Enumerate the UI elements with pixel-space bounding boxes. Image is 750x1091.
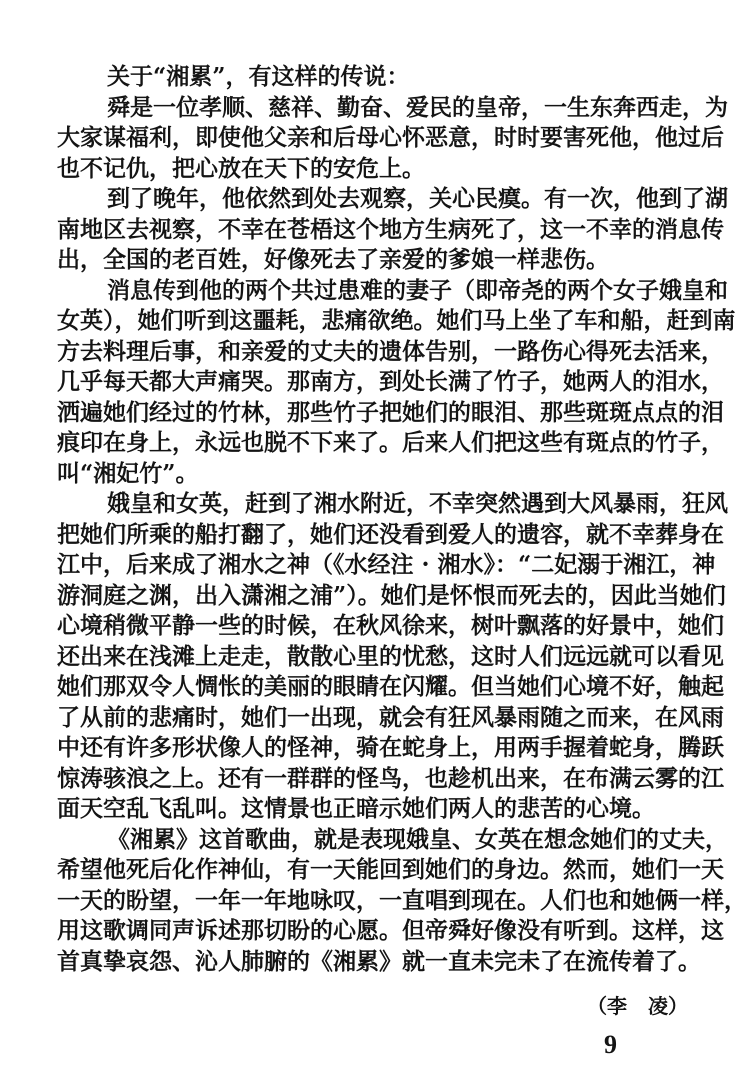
- text-line: 面天空乱飞乱叫。这情景也正暗示她们两人的悲苦的心境。: [57, 795, 655, 822]
- text-line: 把她们所乘的船打翻了，她们还没看到爱人的遗容，就不幸葬身在: [57, 520, 724, 548]
- text-line: 大家谋福利，即使他父亲和后母心怀恶意，时时要害死他，他过后: [57, 124, 724, 151]
- text-line: 一天的盼望，一年一年地咏叹，一直唱到现在。人们也和她俩一样，: [57, 886, 747, 914]
- text-line: 游洞庭之渊，出入潇湘之浦”）。她们是怀恨而死去的，因此当她们: [57, 581, 726, 609]
- text-line: 首真挚哀怨、沁人肺腑的《湘累》就一直未完未了在流传着了。: [57, 947, 701, 975]
- text-line: 洒遍她们经过的竹林，那些竹子把她们的眼泪、那些斑斑点点的泪: [57, 398, 724, 426]
- text-line: 也不记仇，把心放在天下的安危上。: [57, 154, 425, 182]
- text-line: 她们那双令人惆怅的美丽的眼睛在闪耀。但当她们心境不好，触起: [57, 673, 724, 700]
- text-line: 消息传到他的两个共过患难的妻子（即帝尧的两个女子娥皇和: [107, 276, 728, 304]
- text-line: 女英），她们听到这噩耗，悲痛欲绝。她们马上坐了车和船，赶到南: [57, 307, 736, 334]
- text-line: 用这歌调同声诉述那切盼的心愿。但帝舜好像没有听到。这样，这: [57, 917, 724, 944]
- text-line: 到了晚年，他依然到处去观察，关心民瘼。有一次，他到了湖: [107, 185, 728, 212]
- body-text: [57, 62, 747, 977]
- text-line: 出，全国的老百姓，好像死去了亲爱的爹娘一样悲伤。: [57, 246, 609, 273]
- text-line: 惊涛骇浪之上。还有一群群的怪鸟，也趁机出来，在布满云雾的江: [57, 764, 724, 792]
- text-line: 希望他死后化作神仙，有一天能回到她们的身边。然而，她们一天: [57, 856, 724, 883]
- text-line: 关于“湘累”，有这样的传说：: [107, 63, 410, 90]
- text-line: 痕印在身上，永远也脱不下来了。后来人们把这些有斑点的竹子，: [57, 429, 724, 456]
- text-line: 几乎每天都大声痛哭。那南方，到处长满了竹子，她两人的泪水，: [57, 368, 724, 395]
- text-line: 江中，后来成了湘水之神（《水经注 · 湘水》：“二妃溺于湘江，神: [57, 551, 716, 578]
- text-line: 中还有许多形状像人的怪神，骑在蛇身上，用两手握着蛇身，腾跃: [57, 734, 724, 761]
- text-line: 《湘累》这首歌曲，就是表现娥皇、女英在想念她们的丈夫，: [107, 825, 728, 853]
- text-line: 舜是一位孝顺、慈祥、勤奋、爱民的皇帝，一生东奔西走，为: [107, 93, 728, 121]
- author-signature: （李 凌）: [587, 994, 688, 1018]
- text-line: 方去料理后事，和亲爱的丈夫的遗体告别，一路伤心得死去活来，: [57, 337, 724, 365]
- text-line: 娥皇和女英，赶到了湘水附近，不幸突然遇到大风暴雨，狂风: [107, 490, 728, 517]
- text-line: 叫“湘妃竹”。: [57, 459, 199, 487]
- page-number: 9: [604, 1030, 617, 1059]
- text-line: 心境稍微平静一些的时候，在秋风徐来，树叶飘落的好景中，她们: [57, 612, 724, 639]
- text-line: 还出来在浅滩上走走，散散心里的忧愁，这时人们远远就可以看见: [57, 642, 724, 670]
- text-line: 了从前的悲痛时，她们一出现，就会有狂风暴雨随之而来，在风雨: [57, 703, 724, 731]
- text-line: 南地区去视察，不幸在苍梧这个地方生病死了，这一不幸的消息传: [57, 215, 724, 243]
